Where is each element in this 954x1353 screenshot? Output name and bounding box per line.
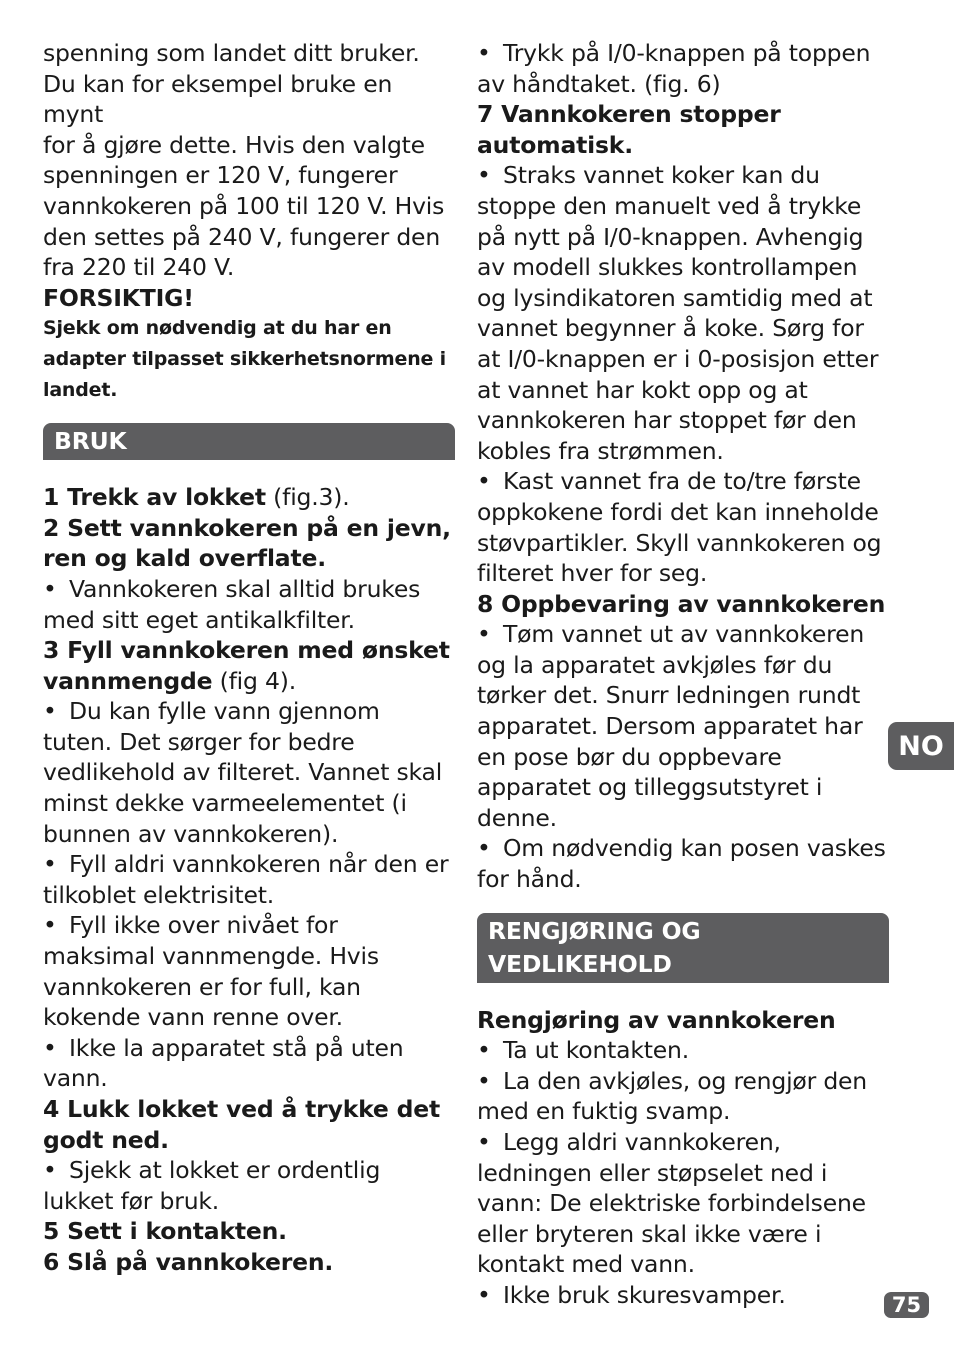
section-header-line: RENGJØRING OG <box>488 916 701 945</box>
step-3-ref: (fig 4). <box>212 666 296 695</box>
step-4-bullet: • Sjekk at lokket er ordentlig lukket før bruk. <box>43 1155 455 1216</box>
step-3-bullet: • Du kan fylle vann gjennom tuten. Det sørger for bedre vedlikehold av filteret. Vannet skal minst dekke varmeelementet (i bunnen av vannkokeren). <box>43 696 455 849</box>
step-3-title: 3 Fyll vannkokeren med ønsket vannmengde <box>43 636 450 695</box>
step-3 <box>43 635 455 696</box>
step-3-bullet: • Ikke la apparatet stå på uten vann. <box>43 1033 455 1094</box>
step-8-bullet: • Om nødvendig kan posen vaskes for hånd. <box>477 833 889 894</box>
step-1 <box>43 482 455 513</box>
intro-line: den settes på 240 V, fungerer den <box>43 222 441 251</box>
intro-line: spenning som landet ditt bruker. <box>43 39 420 67</box>
intro-line: fra 220 til 240 V. <box>43 253 235 282</box>
step-1-ref: (fig.3). <box>265 483 350 512</box>
step-7-bullet: • Kast vannet fra de to/tre første oppkokene fordi det kan inneholde støvpartikler. Skyll vannkokeren og filteret hver for seg. <box>477 466 889 588</box>
intro-line: for å gjøre dette. Hvis den valgte <box>43 130 425 159</box>
step-2-bullet: • Vannkokeren skal alltid brukes med sitt eget antikalkfilter. <box>43 574 455 635</box>
language-tab: NO <box>888 722 954 770</box>
page-number: 75 <box>884 1292 929 1318</box>
caution-text: Sjekk om nødvendig at du har en adapter tilpasset sikkerhetsnormene i landet. <box>43 317 446 401</box>
step-4: 4 Lukk lokket ved å trykke det godt ned. <box>43 1095 441 1154</box>
caution-title: FORSIKTIG! <box>43 283 194 312</box>
right-column <box>477 38 889 1311</box>
section-header-rengjoring <box>477 913 889 983</box>
step-7: 7 Vannkokeren stopper automatisk. <box>477 100 781 159</box>
left-column <box>43 38 455 1278</box>
step-6-bullet: • Trykk på I/0-knappen på toppen av håndtaket. (fig. 6) <box>477 38 889 99</box>
step-8: 8 Oppbevaring av vannkokeren <box>477 589 886 618</box>
section-header-bruk: BRUK <box>43 423 455 460</box>
step-3-bullet: • Fyll aldri vannkokeren når den er tilkoblet elektrisitet. <box>43 849 455 910</box>
step-5: 5 Sett i kontakten. <box>43 1217 287 1246</box>
cleaning-title: Rengjøring av vannkokeren <box>477 1005 836 1034</box>
step-2: 2 Sett vannkokeren på en jevn, ren og kald overflate. <box>43 513 451 573</box>
intro-line: vannkokeren på 100 til 120 V. Hvis <box>43 191 445 220</box>
intro-line: spenningen er 120 V, fungerer <box>43 161 398 190</box>
step-6: 6 Slå på vannkokeren. <box>43 1247 334 1276</box>
step-1-title: 1 Trekk av lokket <box>43 483 266 512</box>
step-7-bullet: • Straks vannet koker kan du stoppe den manuelt ved å trykke på nytt på I/0-knappen. Avhengig av modell slukkes kontrollampen og lysindikatoren samtidig med at vannet begynner å koke. Sørg for at I/0-knappen er i 0-posisjon etter at vannet har kokt opp og at vannkokeren har stoppet før den kobles fra strømmen. <box>477 160 889 466</box>
cleaning-bullet: • Ta ut kontakten. <box>477 1035 889 1066</box>
cleaning-bullet: • Ikke bruk skuresvamper. <box>477 1280 889 1311</box>
cleaning-bullet: • La den avkjøles, og rengjør den med en fuktig svamp. <box>477 1066 889 1127</box>
section-header-line: VEDLIKEHOLD <box>488 949 672 978</box>
step-8-bullet: • Tøm vannet ut av vannkokeren og la apparatet avkjøles før du tørker det. Snurr ledningen rundt apparatet. Dersom apparatet har en pose bør du oppbevare apparatet og tilleggsutstyret i denne. <box>477 619 889 833</box>
cleaning-bullet: • Legg aldri vannkokeren, ledningen eller støpselet ned i vann: De elektriske forbindelsene eller bryteren skal ikke være i kontakt med vann. <box>477 1127 889 1280</box>
intro-line: Du kan for eksempel bruke en mynt <box>43 69 393 129</box>
step-3-bullet: • Fyll ikke over nivået for maksimal vannmengde. Hvis vannkokeren er for full, kan kokende vann renne over. <box>43 910 455 1032</box>
